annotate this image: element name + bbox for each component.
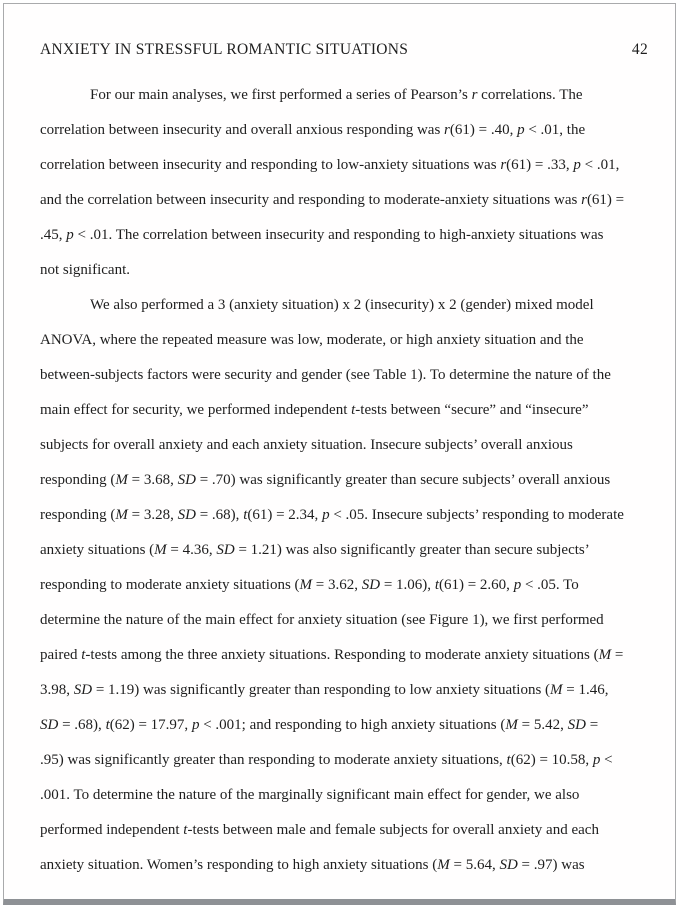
text-segment: responding ( — [40, 472, 116, 488]
text-segment: (61) = 2.34, — [247, 507, 323, 523]
stat-symbol: t — [81, 647, 86, 663]
text-segment: = .70) was significantly greater than secure subjects’ overall anxious — [195, 472, 611, 488]
text-segment: = — [611, 647, 624, 663]
text-segment: = .97) was — [517, 857, 585, 873]
stat-symbol: M — [154, 542, 167, 558]
paragraph — [40, 78, 648, 288]
text-segment: = 5.64, — [449, 857, 500, 873]
text-segment: not significant. — [40, 262, 130, 278]
text-segment: correlations. The — [477, 87, 583, 103]
text-line — [40, 148, 648, 183]
stat-symbol: M — [550, 682, 563, 698]
text-line — [40, 813, 648, 848]
text-line — [40, 848, 648, 883]
stat-symbol: M — [299, 577, 313, 593]
stat-symbol: SD — [177, 472, 196, 488]
text-segment: -tests between male and female subjects for overall anxiety and each — [187, 822, 599, 838]
text-line — [40, 603, 648, 638]
text-segment: paired — [40, 647, 82, 663]
text-segment: = 3.28, — [127, 507, 178, 523]
text-segment: anxiety situations ( — [40, 542, 155, 558]
text-segment: < .01. The correlation between insecurity and responding to high-anxiety situations was — [73, 227, 604, 243]
stat-symbol: t — [243, 507, 248, 523]
text-segment: = .68), — [195, 507, 244, 523]
stat-symbol: M — [598, 647, 612, 663]
text-segment: (61) = 2.60, — [438, 577, 514, 593]
stat-symbol: M — [115, 507, 128, 523]
text-line — [40, 638, 648, 673]
stat-symbol: M — [115, 472, 128, 488]
stat-symbol: p — [191, 717, 200, 733]
text-segment: = 1.21) was also significantly greater than secure subjects’ — [234, 542, 590, 558]
text-line — [40, 778, 648, 813]
text-segment: (62) = 10.58, — [510, 752, 593, 768]
stat-symbol: SD — [499, 857, 518, 873]
text-line — [40, 183, 648, 218]
text-segment: between-subjects factors were security and gender (see Table 1). To determine the nature of the — [40, 367, 611, 383]
text-segment: .001. To determine the nature of the marginally significant main effect for gender, we also — [40, 787, 580, 803]
stat-symbol: t — [351, 402, 356, 418]
stat-symbol: SD — [40, 717, 59, 733]
stat-symbol: SD — [73, 682, 93, 698]
text-line — [40, 498, 648, 533]
stat-symbol: p — [592, 752, 601, 768]
text-line — [40, 323, 648, 358]
text-segment: correlation between insecurity and overall anxious responding was — [40, 122, 445, 138]
stat-symbol: r — [581, 192, 587, 208]
stat-symbol: r — [444, 122, 450, 138]
stat-symbol: SD — [567, 717, 586, 733]
stat-symbol: SD — [216, 542, 235, 558]
text-line — [40, 288, 648, 323]
manuscript-page — [3, 3, 676, 905]
stat-symbol: M — [437, 857, 450, 873]
stat-symbol: t — [183, 822, 188, 838]
text-segment: (61) = .33, — [506, 157, 574, 173]
text-segment: = 1.19) was significantly greater than responding to low anxiety situations ( — [92, 682, 551, 698]
body-text — [40, 78, 648, 883]
text-segment: = 3.62, — [312, 577, 362, 593]
text-line — [40, 708, 648, 743]
text-line — [40, 253, 648, 288]
page-number: 42 — [631, 41, 648, 58]
text-segment: and the correlation between insecurity and responding to moderate-anxiety situations was — [40, 192, 582, 208]
paragraph — [40, 288, 648, 883]
text-segment: = .68), — [58, 717, 106, 733]
stat-symbol: SD — [361, 577, 381, 593]
text-segment: responding ( — [40, 507, 116, 523]
text-line — [40, 78, 648, 113]
text-segment: For our main analyses, we first performed a series of Pearson’s — [90, 87, 472, 103]
text-segment: < .05. Insecure subjects’ responding to moderate — [329, 507, 624, 523]
text-segment: main effect for security, we performed independent — [40, 402, 352, 418]
stat-symbol: p — [517, 122, 525, 138]
stat-symbol: r — [500, 157, 507, 173]
text-segment: ANOVA, where the repeated measure was low, moderate, or high anxiety situation and the — [40, 332, 584, 348]
text-line — [40, 673, 648, 708]
stat-symbol: p — [573, 157, 581, 173]
text-segment: < .05. To — [521, 577, 579, 593]
text-segment: = 5.42, — [517, 717, 568, 733]
text-segment: anxiety situation. Women’s responding to high anxiety situations ( — [40, 857, 438, 873]
stat-symbol: t — [105, 717, 110, 733]
running-head: ANXIETY IN STRESSFUL ROMANTIC SITUATIONS — [40, 41, 409, 58]
text-line — [40, 533, 648, 568]
text-line — [40, 463, 648, 498]
text-segment: < — [600, 752, 613, 768]
text-line — [40, 568, 648, 603]
stat-symbol: SD — [177, 507, 196, 523]
stat-symbol: p — [66, 227, 74, 243]
text-segment: = 1.46, — [562, 682, 609, 698]
text-segment: (61) = .40, — [449, 122, 518, 138]
text-segment: .45, — [40, 227, 67, 243]
text-segment: responding to moderate anxiety situations ( — [40, 577, 300, 593]
text-segment: correlation between insecurity and responding to low-anxiety situations was — [40, 157, 501, 173]
stat-symbol: r — [471, 87, 478, 103]
text-segment: < .01, — [580, 157, 620, 173]
text-segment: performed independent — [40, 822, 184, 838]
text-segment: -tests among the three anxiety situations. Responding to moderate anxiety situations ( — [85, 647, 599, 663]
text-segment: = 1.06), — [380, 577, 435, 593]
text-segment: 3.98, — [40, 682, 74, 698]
text-segment: .95) was significantly greater than responding to moderate anxiety situations, — [40, 752, 507, 768]
page-header — [40, 40, 648, 60]
text-segment: = 4.36, — [166, 542, 217, 558]
text-line — [40, 358, 648, 393]
text-line — [40, 743, 648, 778]
stat-symbol: t — [506, 752, 511, 768]
text-segment: < .001; and responding to high anxiety situations ( — [199, 717, 506, 733]
stat-symbol: p — [322, 507, 330, 523]
text-segment: determine the nature of the main effect for anxiety situation (see Figure 1), we first performed — [40, 612, 604, 628]
text-segment: < .01, the — [524, 122, 586, 138]
text-segment: subjects for overall anxiety and each anxiety situation. Insecure subjects’ overall anxious — [40, 437, 573, 453]
text-segment: (61) = — [586, 192, 625, 208]
text-segment: We also performed a 3 (anxiety situation) x 2 (insecurity) x 2 (gender) mixed model — [90, 297, 594, 313]
text-segment: (62) = 17.97, — [109, 717, 192, 733]
text-segment: = — [585, 717, 599, 733]
text-line — [40, 428, 648, 463]
stat-symbol: t — [434, 577, 439, 593]
text-segment: = 3.68, — [127, 472, 178, 488]
text-line — [40, 218, 648, 253]
text-line — [40, 393, 648, 428]
text-segment: -tests between “secure” and “insecure” — [355, 402, 589, 418]
stat-symbol: M — [505, 717, 518, 733]
stat-symbol: p — [513, 577, 522, 593]
text-line — [40, 113, 648, 148]
